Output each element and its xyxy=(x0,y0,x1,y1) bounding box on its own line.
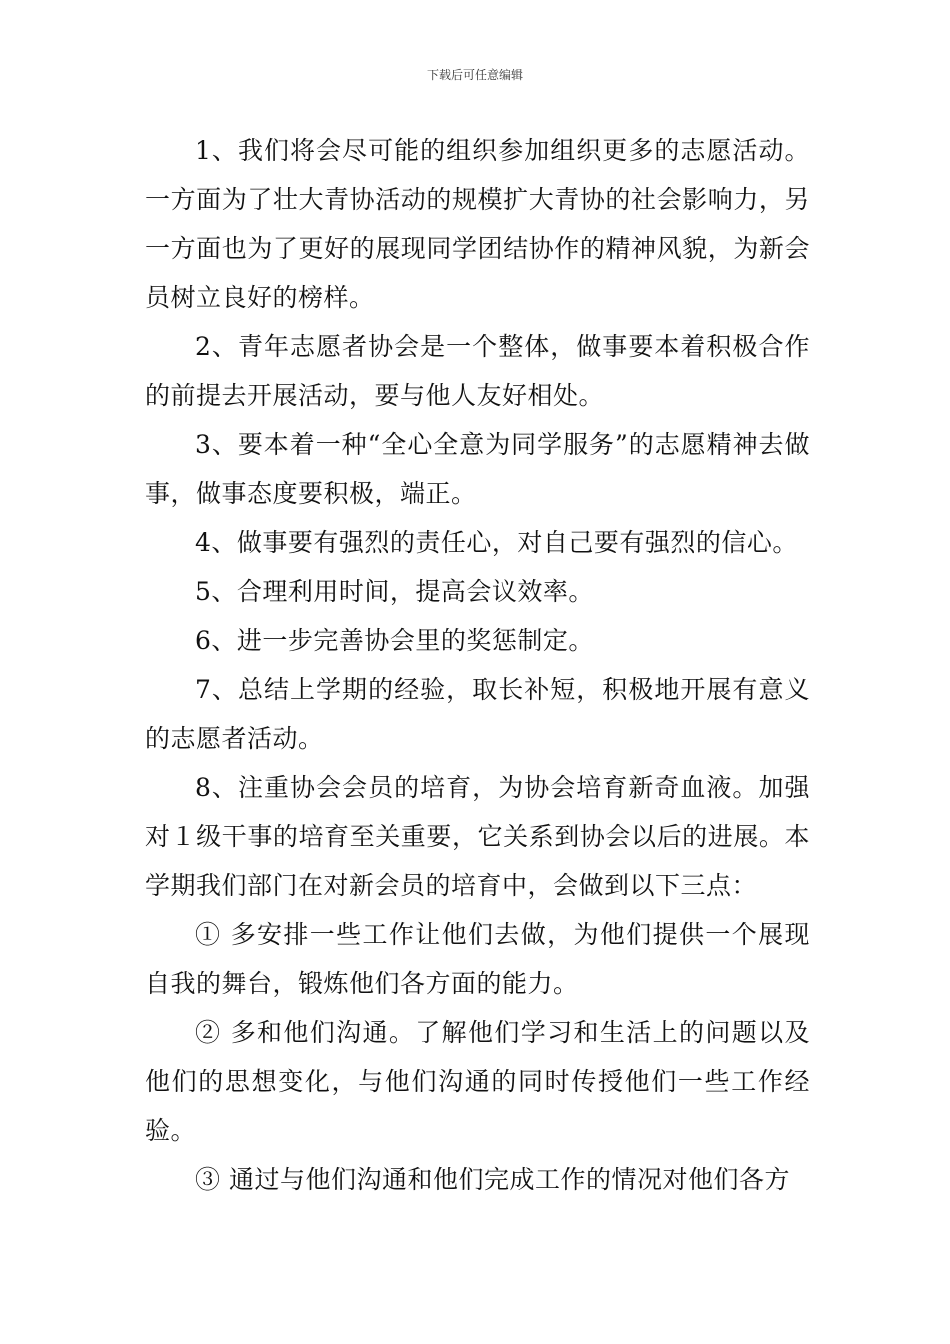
paragraph-3: 3、要本着一种“全心全意为同学服务”的志愿精神去做事，做事态度要积极，端正。 xyxy=(145,430,810,508)
paragraph-7: 7、总结上学期的经验，取长补短，积极地开展有意义的志愿者活动。 xyxy=(145,675,810,753)
header-note: 下载后可任意编辑 xyxy=(426,68,523,82)
paragraph-5: 5、合理利用时间，提高会议效率。 xyxy=(195,577,594,606)
paragraph-6: 6、进一步完善协会里的奖惩制定。 xyxy=(195,626,594,655)
sub-point-2: ② 多和他们沟通。了解他们学习和生活上的问题以及他们的思想变化，与他们沟通的同时传授他们一些工作经验。 xyxy=(145,1018,810,1145)
paragraph-8: 8、注重协会会员的培育，为协会培育新奇血液。加强对１级干事的培育至关重要，它关系到协会以后的进展。本学期我们部门在对新会员的培育中，会做到以下三点： xyxy=(145,773,810,900)
sub-point-1: ① 多安排一些工作让他们去做，为他们提供一个展现自我的舞台，锻炼他们各方面的能力。 xyxy=(145,920,810,998)
sub-point-3: ③ 通过与他们沟通和他们完成工作的情况对他们各方 xyxy=(195,1165,790,1194)
paragraph-4: 4、做事要有强烈的责任心，对自己要有强烈的信心。 xyxy=(195,528,798,557)
document-body xyxy=(145,126,810,1204)
paragraph-2: 2、青年志愿者协会是一个整体，做事要本着积极合作的前提去开展活动，要与他人友好相处。 xyxy=(145,332,810,410)
paragraph-1: 1、我们将会尽可能的组织参加组织更多的志愿活动。一方面为了壮大青协活动的规模扩大青协的社会影响力，另一方面也为了更好的展现同学团结协作的精神风貌，为新会员树立良好的榜样。 xyxy=(145,136,810,312)
